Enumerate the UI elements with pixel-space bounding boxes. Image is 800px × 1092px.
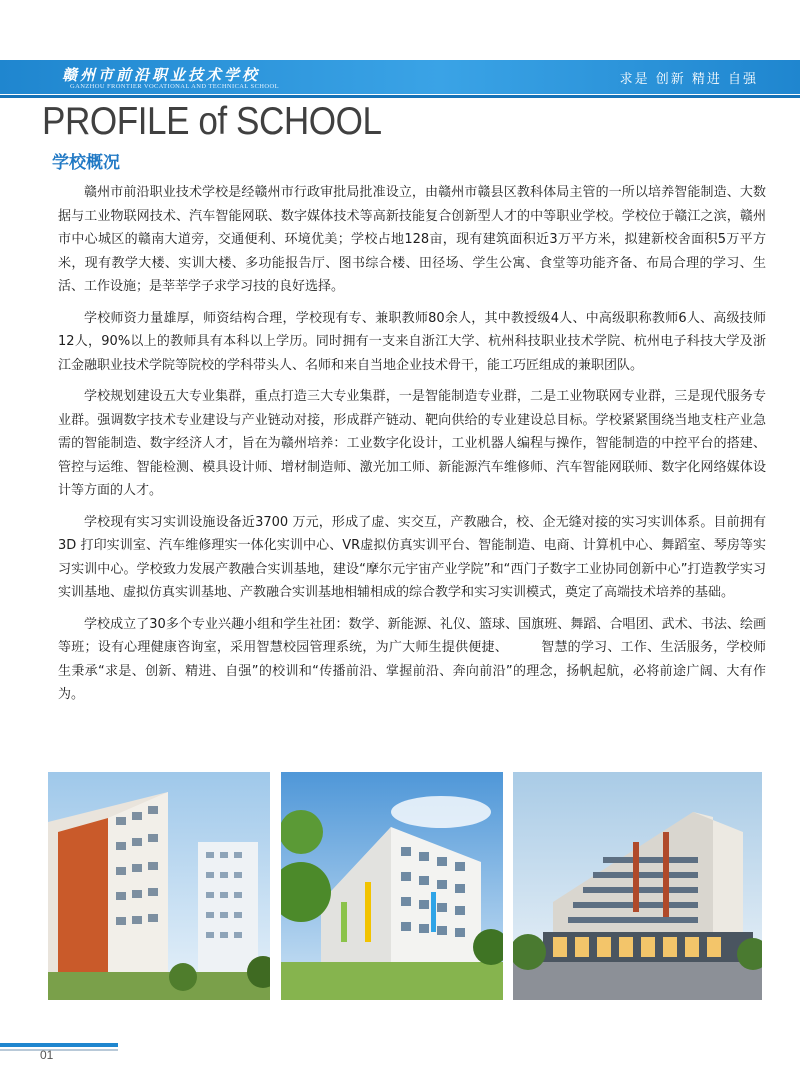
- footer-rule-grey: [0, 1049, 118, 1051]
- school-motto: 求是 创新 精进 自强: [619, 72, 758, 87]
- body-text: [58, 181, 766, 715]
- paragraph-majors: 学校规划建设五大专业集群，重点打造三大专业集群，一是智能制造专业群，二是工业物联网专业群，三是现代服务专业群。强调数字技术专业建设与产业链动对接，形成群产链动、靶向供给的专业建设总目标。学校紧紧围绕当地支柱产业急需的智能制造、数字经济人才，旨在为赣州培养：工业数字化设计，工业机器人编程与操作，智能制造的中控平台的搭建、管控与运维、智能检测、模具设计师、增材制造师、激光加工师、新能源汽车维修师、汽车智能网联师、数字化网络媒体设计等方面的人才。: [58, 389, 766, 498]
- school-name-cn: 赣州市前沿职业技术学校: [62, 66, 261, 84]
- paragraph-campus-life: 学校成立了30多个专业兴趣小组和学生社团：数学、新能源、礼仪、篮球、国旗班、舞蹈、合唱团、武术、书法、绘画等班；设有心理健康咨询室，采用智慧校园管理系统，为广大师生提供便捷、 智慧的学习、工作、生活服务，学校师生秉承“求是、创新、精进、自强”的校训和“传播前沿、掌握前沿、奔向前沿”的理念，扬帆起航，必将前途广阔、大有作为。: [58, 616, 766, 702]
- building-photo-1: [48, 772, 270, 1000]
- building-photo-2: [281, 772, 503, 1000]
- profile-title: PROFILE of SCHOOL: [42, 100, 382, 143]
- paragraph-training: 学校现有实习实训设施设备近3700 万元，形成了虚、实交互，产教融合，校、企无缝对接的实习实训体系。目前拥有3D 打印实训室、汽车维修理实一体化实训中心、VR虚拟仿真实训平台、智能制造、电商、计算机中心、舞蹈室、琴房等实习实训中心。学校致力发展产教融合实训基地，建设“摩尔元宇宙产业学院”和“西门子数字工业协同创新中心”打造教学实习实训基地、虚拟仿真实训基地、产教融合实训基地相辅相成的综合教学和实习实训模式，奠定了高端技术培养的基础。: [58, 514, 766, 600]
- paragraph-faculty: 学校师资力量雄厚，师资结构合理，学校现有专、兼职教师80余人，其中教授级4人、中高级职称教师6人、高级技师12人，90%以上的教师具有本科以上学历。同时拥有一支来自浙江大学、杭州科技职业技术学院、杭州电子科技大学及浙江金融职业技术学院等院校的学科带头人、名师和来自当地企业技术骨干，能工巧匠组成的兼职团队。: [58, 310, 766, 373]
- school-name-en: GANZHOU FRONTIER VOCATIONAL AND TECHNICAL SCHOOL: [70, 83, 279, 90]
- footer-rule: [0, 1043, 118, 1047]
- building-photo-3: [513, 772, 762, 1000]
- page-number: 01: [40, 1048, 54, 1062]
- section-title: 学校概况: [52, 153, 120, 173]
- paragraph-intro: 赣州市前沿职业技术学校是经赣州市行政审批局批准设立，由赣州市赣县区教科体局主管的一所以培养智能制造、大数据与工业物联网技术、汽车智能网联、数字媒体技术等高新技能复合创新型人才的中等职业学校。学校位于赣江之滨，赣州市中心城区的赣南大道旁，交通便利、环境优美；学校占地128亩，现有建筑面积近3万平方米，拟建新校舍面积5万平方米，现有教学大楼、实训大楼、多功能报告厅、图书综合楼、田径场、学生公寓、食堂等功能齐备、布局合理的学习、生活、工作设施；是莘莘学子求学习技的良好选择。: [58, 185, 766, 294]
